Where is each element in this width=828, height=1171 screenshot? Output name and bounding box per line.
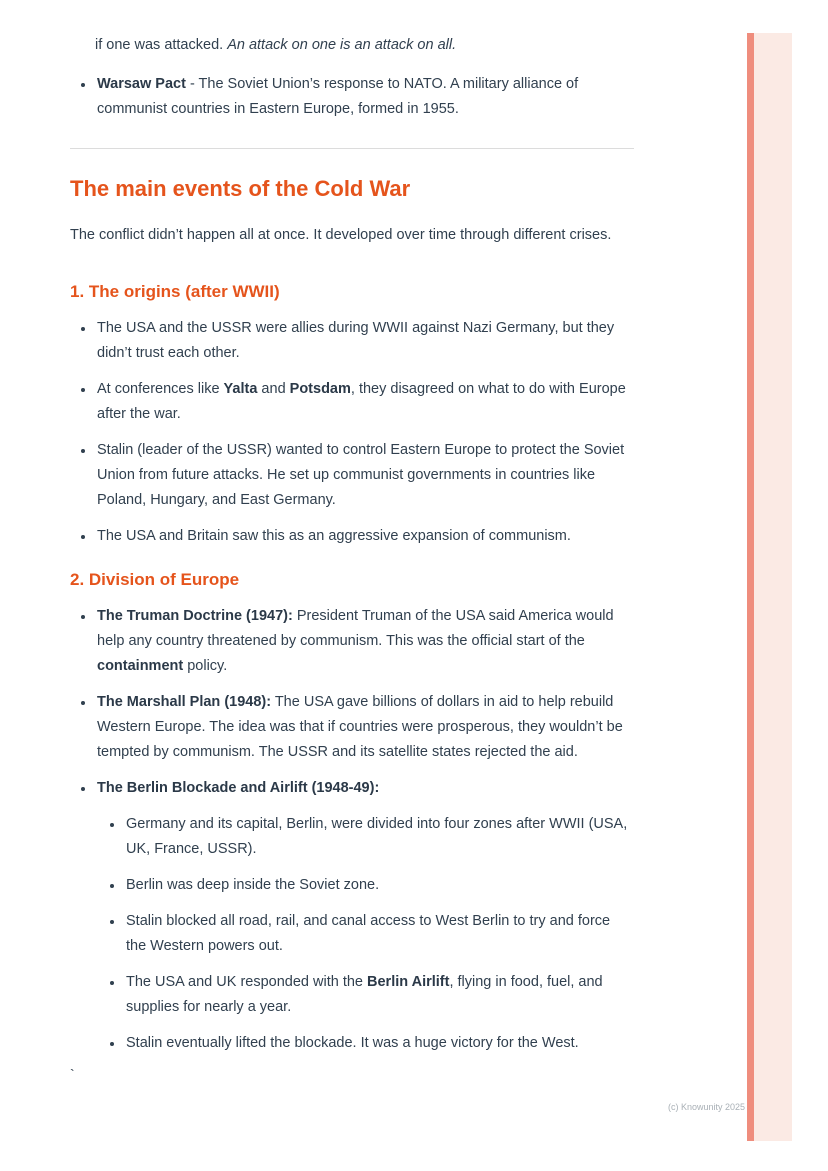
list-item: • The USA and Britain saw this as an aggressive expansion of communism. (95, 524, 634, 549)
paragraph-continuation: if one was attacked. An attack on one is an attack on all. (95, 37, 457, 53)
list-item-label: The Berlin Blockade and Airlift (1948-49): (97, 780, 380, 796)
sub-list-item: • Germany and its capital, Berlin, were divided into four zones after WWII (USA, UK, France, USSR). (124, 812, 634, 862)
intro-bullet-list (70, 72, 634, 122)
sub-list-item: • Stalin eventually lifted the blockade. It was a huge victory for the West. (124, 1031, 634, 1056)
list-item: • At conferences like Yalta and Potsdam, they disagreed on what to do with Europe after the war. (95, 377, 634, 427)
berlin-sub-list (97, 812, 634, 1056)
list-item: • The USA and the USSR were allies during WWII against Nazi Germany, but they didn’t trust each other. (95, 316, 634, 366)
sub-list-item: • Berlin was deep inside the Soviet zone. (124, 873, 634, 898)
page-title: The main events of the Cold War (70, 176, 411, 201)
list-item-warsaw-pact: • Warsaw Pact - The Soviet Union’s response to NATO. A military alliance of communist countries in Eastern Europe, formed in 1955. (95, 72, 634, 122)
list-item-marshall-plan: • The Marshall Plan (1948): The USA gave billions of dollars in aid to help rebuild Western Europe. The idea was that if countries were prosperous, they wouldn’t be tempted by communism. The USSR and its satellite states rejected the aid. (95, 690, 634, 765)
division-bullet-list (70, 604, 634, 1056)
list-item-berlin-blockade (95, 776, 634, 1056)
page-content (70, 0, 634, 1067)
origins-bullet-list (70, 316, 634, 549)
sub-list-item: • The USA and UK responded with the Berlin Airlift, flying in food, fuel, and supplies for nearly a year. (124, 970, 634, 1020)
stray-character: ` (70, 1066, 75, 1082)
list-item: • Stalin (leader of the USSR) wanted to control Eastern Europe to protect the Soviet Union from future attacks. He set up communist governments in countries like Poland, Hungary, and East Germany. (95, 438, 634, 513)
page-edge-band (754, 33, 792, 1141)
copyright-watermark: (c) Knowunity 2025 (667, 1102, 745, 1112)
page-edge-stripe (747, 33, 754, 1141)
list-item-truman-doctrine: • The Truman Doctrine (1947): President Truman of the USA said America would help any country threatened by communism. This was the official start of the containment policy. (95, 604, 634, 679)
sub-list-item: • Stalin blocked all road, rail, and canal access to West Berlin to try and force the Western powers out. (124, 909, 634, 959)
section-heading-division: 2. Division of Europe (70, 570, 240, 589)
intro-paragraph: The conflict didn’t happen all at once. It developed over time through different crises. (70, 227, 612, 243)
section-divider (70, 148, 634, 149)
section-heading-origins: 1. The origins (after WWII) (70, 282, 280, 301)
